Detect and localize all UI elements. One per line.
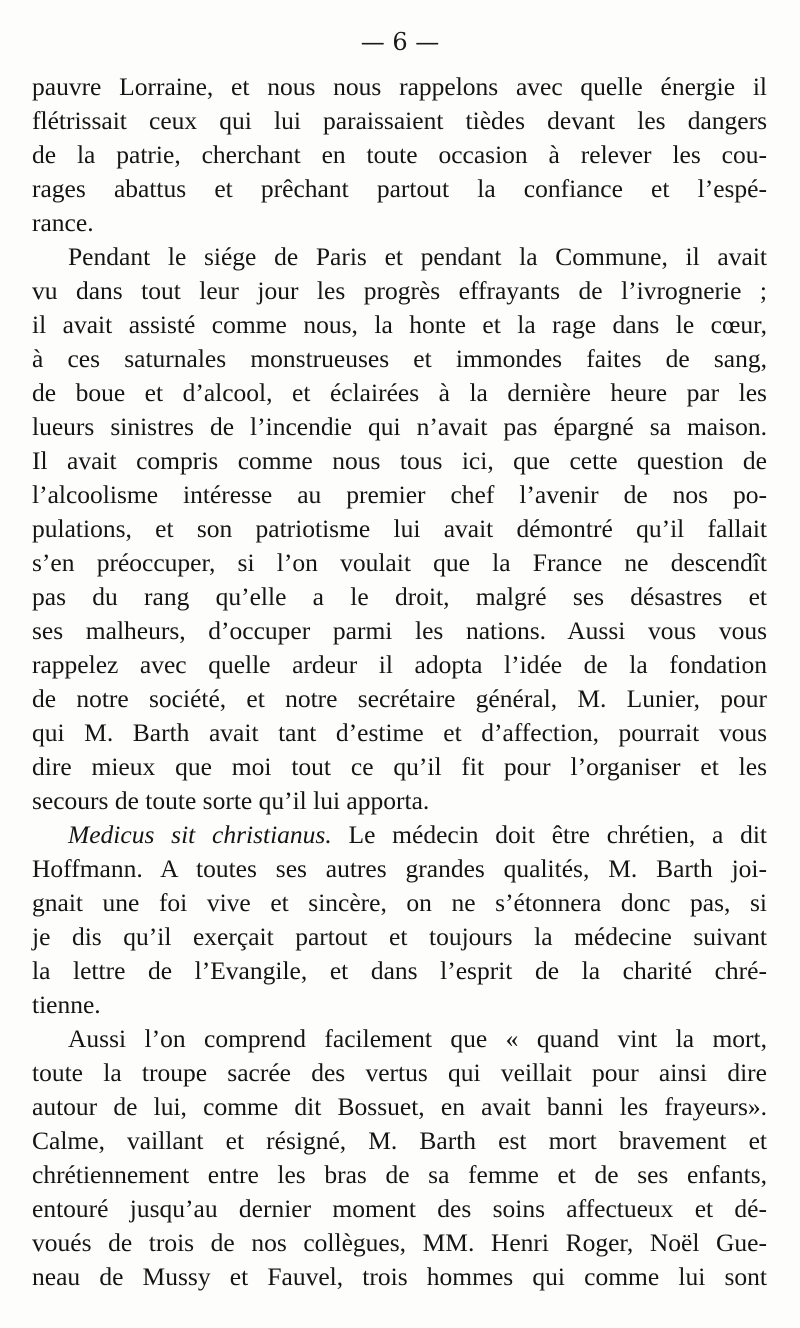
text-line (32, 444, 767, 478)
line-text: entouré jusqu’au dernier moment des soins affectueux et dé- (32, 1194, 767, 1223)
text-line (32, 546, 767, 580)
line-text: rages abattus et prêchant partout la confiance et l’espé- (32, 174, 767, 203)
text-line (32, 274, 767, 308)
line-text: l’alcoolisme intéresse au premier chef l’avenir de nos po- (32, 480, 767, 509)
text-line (32, 954, 767, 988)
text-line (32, 852, 767, 886)
text-line (32, 240, 767, 274)
text-line (32, 512, 767, 546)
line-text: secours de toute sorte qu’il lui apporta. (32, 786, 430, 815)
line-text: la lettre de l’Evangile, et dans l’esprit de la charité chré- (32, 956, 767, 985)
line-text: il avait assisté comme nous, la honte et la rage dans le cœur, (32, 310, 767, 339)
line-text: flétrissait ceux qui lui paraissaient tièdes devant les dangers (32, 106, 767, 135)
text-line (32, 1090, 767, 1124)
text-line (32, 206, 767, 240)
text-line (32, 750, 767, 784)
text-line (32, 1056, 767, 1090)
line-text: Aussi l’on comprend facilement que « quand vint la mort, (68, 1024, 767, 1053)
body-text (32, 70, 767, 1294)
line-text: neau de Mussy et Fauvel, trois hommes qui comme lui sont (32, 1262, 767, 1291)
text-line (32, 648, 767, 682)
text-line (32, 818, 767, 852)
line-text: ses malheurs, d’occuper parmi les nations. Aussi vous vous (32, 616, 767, 645)
text-line (32, 682, 767, 716)
line-text: voués de trois de nos collègues, MM. Henri Roger, Noël Gue- (32, 1228, 767, 1257)
line-text: je dis qu’il exerçait partout et toujours la médecine suivant (32, 922, 767, 951)
text-line (32, 1226, 767, 1260)
text-line (32, 716, 767, 750)
text-line (32, 920, 767, 954)
line-text: pauvre Lorraine, et nous nous rappelons avec quelle énergie il (32, 72, 767, 101)
text-line (32, 1192, 767, 1226)
line-text: rance. (32, 208, 94, 237)
line-text: lueurs sinistres de l’incendie qui n’avait pas épargné sa maison. (32, 412, 767, 441)
text-line (32, 614, 767, 648)
line-text: tienne. (32, 990, 101, 1019)
line-text: Calme, vaillant et résigné, M. Barth est mort bravement et (32, 1126, 767, 1155)
line-text: Hoffmann. A toutes ses autres grandes qualités, M. Barth joi- (32, 854, 767, 883)
text-line (32, 580, 767, 614)
text-line (32, 104, 767, 138)
text-line (32, 1260, 767, 1294)
line-text: de la patrie, cherchant en toute occasion à relever les cou- (32, 140, 767, 169)
line-text: gnait une foi vive et sincère, on ne s’étonnera donc pas, si (32, 888, 767, 917)
line-text: s’en préoccuper, si l’on voulait que la France ne descendît (32, 548, 767, 577)
text-line (32, 308, 767, 342)
text-line (32, 1124, 767, 1158)
line-text: Le médecin doit être chrétien, a dit (331, 820, 767, 849)
line-text: autour de lui, comme dit Bossuet, en avait banni les frayeurs». (32, 1092, 767, 1121)
line-text: à ces saturnales monstrueuses et immondes faites de sang, (32, 344, 767, 373)
line-text: chrétiennement entre les bras de sa femme et de ses enfants, (32, 1160, 767, 1189)
line-text: vu dans tout leur jour les progrès effrayants de l’ivrognerie ; (32, 276, 767, 305)
text-line (32, 988, 767, 1022)
line-text: qui M. Barth avait tant d’estime et d’affection, pourrait vous (32, 718, 767, 747)
line-text: Il avait compris comme nous tous ici, que cette question de (32, 446, 767, 475)
line-text: pas du rang qu’elle a le droit, malgré ses désastres et (32, 582, 767, 611)
text-line (32, 1158, 767, 1192)
line-text: pulations, et son patriotisme lui avait démontré qu’il fallait (32, 514, 767, 543)
line-text: de notre société, et notre secrétaire général, M. Lunier, pour (32, 684, 767, 713)
text-line (32, 138, 767, 172)
line-text: Pendant le siége de Paris et pendant la Commune, il avait (68, 242, 767, 271)
text-line (32, 1022, 767, 1056)
italic-phrase: Medicus sit christianus. (68, 820, 332, 849)
text-line (32, 478, 767, 512)
text-line (32, 886, 767, 920)
line-text: dire mieux que moi tout ce qu’il fit pour l’organiser et les (32, 752, 767, 781)
line-text: de boue et d’alcool, et éclairées à la dernière heure par les (32, 378, 767, 407)
text-line (32, 70, 767, 104)
line-text: toute la troupe sacrée des vertus qui veillait pour ainsi dire (32, 1058, 767, 1087)
text-line (32, 376, 767, 410)
line-text: rappelez avec quelle ardeur il adopta l’idée de la fondation (32, 650, 767, 679)
text-line (32, 410, 767, 444)
text-line (32, 784, 767, 818)
page-number: — 6 — (360, 28, 440, 56)
text-line (32, 342, 767, 376)
text-line (32, 172, 767, 206)
